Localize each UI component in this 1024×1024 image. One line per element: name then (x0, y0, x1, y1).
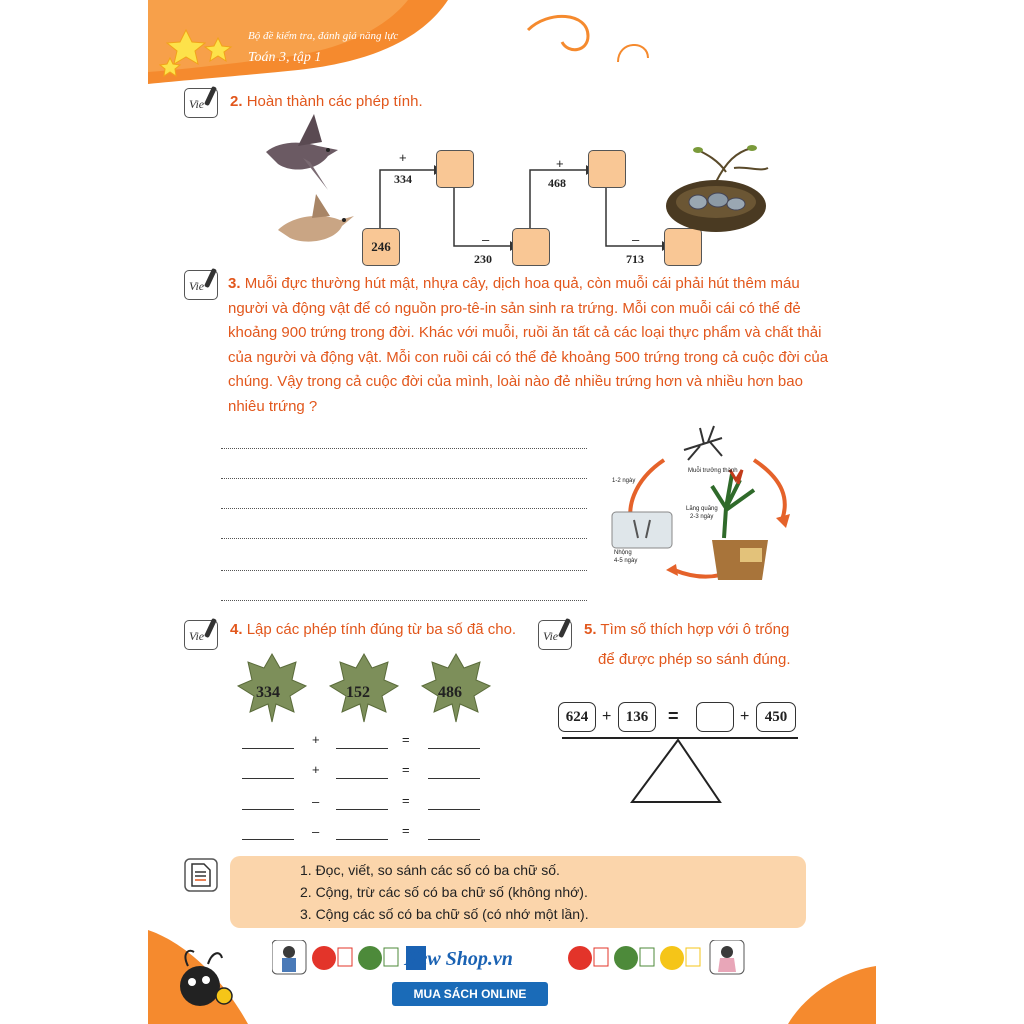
header-book-title: Toán 3, tập 1 (248, 50, 322, 65)
answer-line[interactable] (221, 478, 587, 479)
q2-op-2: – (482, 232, 490, 247)
q5-title-line2: để được phép so sánh đúng. (598, 651, 791, 668)
answer-line[interactable] (221, 600, 587, 601)
q5-number-b: 136 (618, 702, 656, 732)
life-cycle-larva-label: Lăng quăng (686, 506, 718, 512)
q4-op: – (312, 794, 320, 809)
q4-op: + (312, 732, 320, 747)
q4-eq: = (402, 793, 410, 808)
self-assessment-row (272, 940, 772, 976)
q2-title: 2. Hoàn thành các phép tính. (230, 93, 423, 110)
leaf-number-3: 486 (438, 684, 462, 701)
life-cycle-larva-days: 2-3 ngày (690, 514, 714, 520)
summary-item-2: 2. Cộng, trừ các số có ba chữ số (không nhớ). (300, 884, 588, 900)
q5-title-line1: 5. Tìm số thích hợp với ô trống (584, 621, 790, 638)
vie-pen-icon: Vie (184, 620, 218, 650)
vie-pen-icon: Vie (538, 620, 572, 650)
summary-item-3: 3. Cộng các số có ba chữ số (có nhớ một lần). (300, 906, 589, 922)
mosquito-life-cycle-illustration (604, 420, 804, 590)
q2-step-1-value: 334 (394, 172, 412, 186)
q4-eq: = (402, 732, 410, 747)
life-cycle-pupa-label: Nhộng (614, 550, 632, 556)
vie-pen-icon: Vie (184, 270, 218, 300)
q4-blank[interactable] (242, 809, 294, 810)
q4-blank[interactable] (428, 778, 480, 779)
balance-scale (560, 734, 800, 806)
q4-blank[interactable] (336, 809, 388, 810)
brand-logo-text: New Shop.vn (404, 948, 513, 970)
answer-line[interactable] (221, 508, 587, 509)
life-cycle-pupa-days: 4-5 ngày (614, 558, 638, 564)
q2-step-2-value: 230 (474, 252, 492, 266)
q5-plus-2: + (740, 708, 750, 725)
q2-op-1: + (399, 150, 407, 165)
q3-text: 3. Muỗi đực thường hút mật, nhựa cây, dịch hoa quả, còn muỗi cái phải hút thêm máu người và động vật để có nguồn pro-tê-in sản sinh ra trứng. Mỗi con muỗi cái có thể đẻ khoảng 900 trứng trong đời. Khác với muỗi, ruồi ăn tất cả các loại thực phẩm và chất thải của người và động vật. Mỗi con ruồi cái có thể đẻ khoảng 500 trứng trong cả cuộc đời của chúng. Vậy trong cả cuộc đời của mình, loài nào đẻ nhiều trứng hơn và nhiều hơn bao nhiêu trứng ? (228, 275, 829, 415)
q4-blank[interactable] (336, 778, 388, 779)
q4-blank[interactable] (336, 748, 388, 749)
buy-online-button[interactable]: MUA SÁCH ONLINE (392, 982, 548, 1006)
q4-blank[interactable] (428, 839, 480, 840)
nest-illustration (656, 142, 776, 242)
leaf-number-2: 152 (346, 684, 370, 701)
q4-eq: = (402, 762, 410, 777)
life-cycle-day12-label: 1-2 ngày (612, 478, 636, 484)
leaf-number-1: 334 (256, 684, 280, 701)
q4-blank[interactable] (242, 839, 294, 840)
vie-pen-icon: Vie (184, 88, 218, 118)
life-cycle-adult-label: Muỗi trưởng thành (688, 468, 738, 474)
q5-plus-1: + (602, 708, 612, 725)
q2-op-4: – (632, 232, 640, 247)
q5-number-a: 624 (558, 702, 596, 732)
q4-eq: = (402, 823, 410, 838)
q4-title: 4. Lập các phép tính đúng từ ba số đã cho. (230, 621, 517, 638)
summary-item-1: 1. Đọc, viết, so sánh các số có ba chữ số. (300, 862, 560, 878)
q2-op-3: + (556, 156, 564, 171)
q2-start-box: 246 (362, 228, 400, 266)
document-list-icon (184, 858, 218, 892)
q4-blank[interactable] (336, 839, 388, 840)
q5-number-d: 450 (756, 702, 796, 732)
answer-line[interactable] (221, 448, 587, 449)
q4-op: – (312, 824, 320, 839)
q4-blank[interactable] (428, 809, 480, 810)
header-series: Bộ đề kiểm tra, đánh giá năng lực (248, 30, 399, 42)
q5-answer-box[interactable] (696, 702, 734, 732)
q4-blank[interactable] (242, 748, 294, 749)
q2-answer-box-1[interactable] (436, 150, 474, 188)
workbook-page (148, 0, 876, 1024)
q2-answer-box-3[interactable] (588, 150, 626, 188)
q2-step-4-value: 713 (626, 252, 644, 266)
q4-blank[interactable] (428, 748, 480, 749)
q5-equals: = (668, 706, 679, 726)
q2-step-3-value: 468 (548, 176, 566, 190)
answer-line[interactable] (221, 538, 587, 539)
answer-line[interactable] (221, 570, 587, 571)
q4-blank[interactable] (242, 778, 294, 779)
q2-answer-box-2[interactable] (512, 228, 550, 266)
q4-op: + (312, 762, 320, 777)
